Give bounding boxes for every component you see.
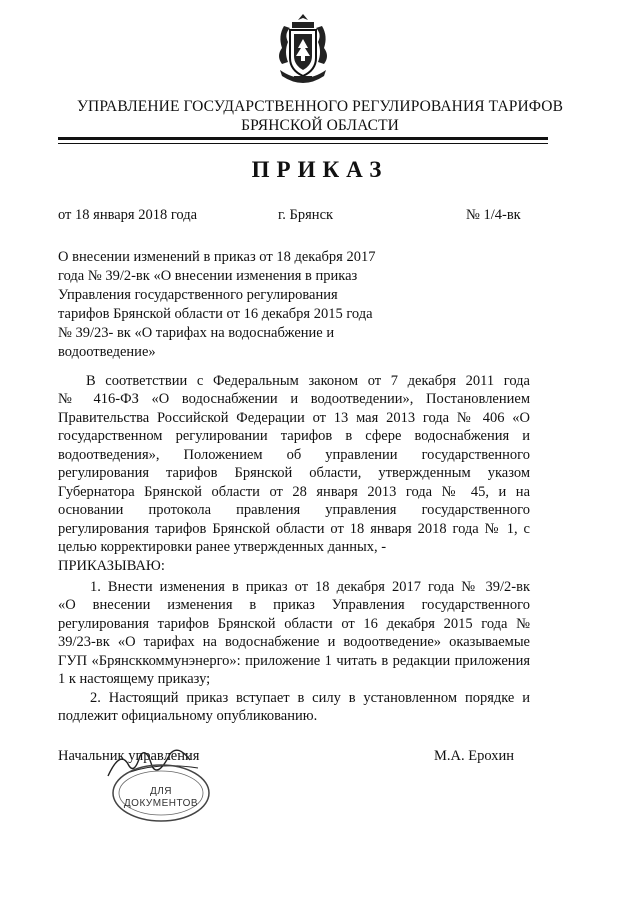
order-number: № 1/4-вк xyxy=(466,207,521,223)
item-line: 39/23-вк «О тарифах на водоснабжение и водоотведение» оказываемые xyxy=(58,634,530,650)
org-name-line-2: БРЯНСКОЙ ОБЛАСТИ xyxy=(241,117,399,134)
header-rule-thin xyxy=(58,143,548,144)
subject-line: О внесении изменений в приказ от 18 декабря 2017 xyxy=(58,249,376,265)
item-line: ГУП «Брянсккоммунэнерго»: приложение 1 читать в редакции приложения xyxy=(58,653,530,669)
signatory-position: Начальник управления xyxy=(58,748,200,764)
stamp-line-1: ДЛЯ xyxy=(149,786,173,797)
stamp-text xyxy=(110,786,212,810)
signatory-name: М.А. Ерохин xyxy=(434,748,515,764)
item-line: 1. Внести изменения в приказ от 18 декабря 2017 года № 39/2-вк xyxy=(90,579,530,595)
coat-of-arms-emblem xyxy=(272,12,334,86)
preamble-line: основании протокола правления управления государственного xyxy=(58,502,530,518)
preamble-line: № 416-ФЗ «О водоснабжении и водоотведении», Постановлением xyxy=(58,391,530,407)
header-rule-thick xyxy=(58,137,548,140)
item-line: 1 к настоящему приказу; xyxy=(58,671,211,687)
item-line: 2. Настоящий приказ вступает в силу в установленном порядке и xyxy=(90,690,530,706)
preamble-line: целью корректировки ранее утвержденных данных, - xyxy=(58,539,387,555)
subject-line: года № 39/2-вк «О внесении изменения в приказ xyxy=(58,268,358,284)
preamble-line: государственном регулировании тарифов в сфере водоснабжения и xyxy=(58,428,530,444)
preamble-line: Губернатора Брянской области от 28 января 2013 года № 45, и на xyxy=(58,484,530,500)
stamp-line-2: ДОКУМЕНТОВ xyxy=(123,798,199,809)
item-line: «О внесении изменения в приказ Управления государственного xyxy=(58,597,530,613)
subject-line: тарифов Брянской области от 16 декабря 2015 года xyxy=(58,306,373,322)
subject-line: № 39/23- вк «О тарифах на водоснабжение и xyxy=(58,325,335,341)
preamble-line: регулирования тарифов Брянской области, утвержденным указом xyxy=(58,465,530,481)
order-keyword: ПРИКАЗЫВАЮ: xyxy=(58,558,165,574)
item-line: подлежит официальному опубликованию. xyxy=(58,708,318,724)
order-city: г. Брянск xyxy=(278,207,334,223)
order-date: от 18 января 2018 года xyxy=(58,207,198,223)
document-title: ПРИКАЗ xyxy=(251,157,389,182)
item-line: регулирования тарифов Брянской области от 16 декабря 2015 года № xyxy=(58,616,530,632)
subject-line: Управления государственного регулирования xyxy=(58,287,338,303)
subject-line: водоотведение» xyxy=(58,344,156,360)
preamble-line: Правительства Российской Федерации от 13 мая 2013 года № 406 «О xyxy=(58,410,530,426)
preamble-line: водоотведения», Положением об управлении государственного xyxy=(58,447,530,463)
preamble-line: В соответствии с Федеральным законом от 7 декабря 2011 года xyxy=(86,373,530,389)
org-name-line-1: УПРАВЛЕНИЕ ГОСУДАРСТВЕННОГО РЕГУЛИРОВАНИЯ ТАРИФОВ xyxy=(76,98,564,115)
preamble-line: регулирования тарифов Брянской области от 18 января 2018 года № 1, с xyxy=(58,521,530,537)
